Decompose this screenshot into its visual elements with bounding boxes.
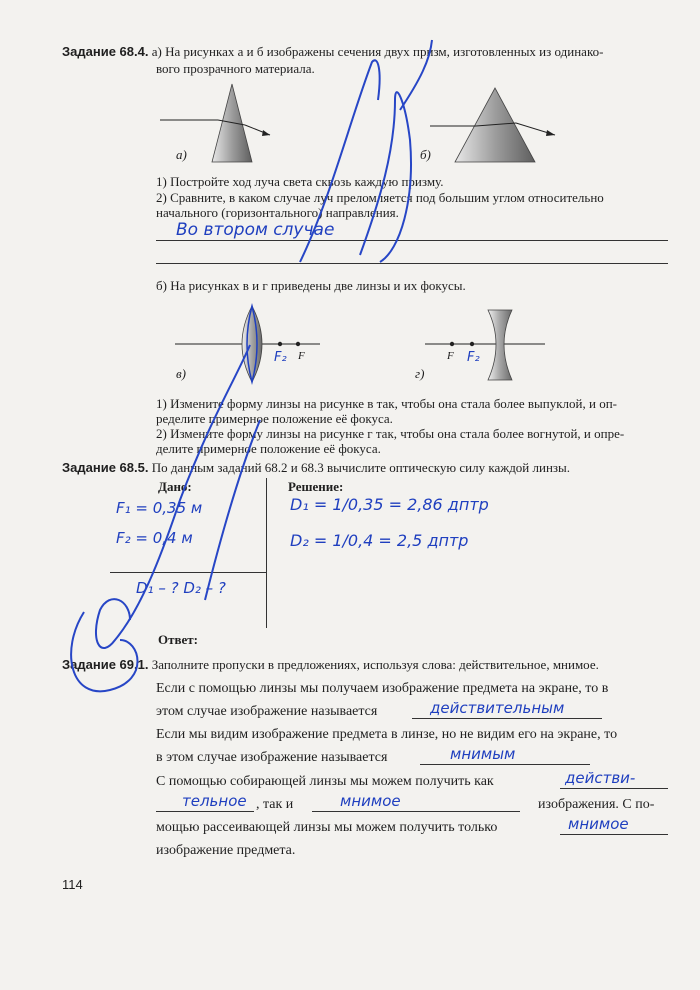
lens-g-focus-f2 (470, 342, 474, 346)
given-separator (110, 572, 266, 573)
task-68-5-text: По данным заданий 68.2 и 68.3 вычислите оптическую силу каждой линзы. (151, 460, 571, 475)
s3-blank-1a (560, 788, 668, 789)
s3-blank-1b (156, 811, 254, 812)
lens-v-focus-f2 (278, 342, 282, 346)
s3-answer-3: мнимое (568, 815, 629, 833)
task-69-1-label: Задание 69.1. (62, 657, 149, 672)
s3-line-2-post: изображения. С по- (538, 797, 655, 812)
given-f2: F₂ = 0,4 м (116, 529, 193, 547)
lens-figures (170, 300, 550, 390)
s1-answer: действительным (430, 699, 565, 717)
s3-mid: , так и (256, 797, 294, 812)
task-68-4-header (62, 44, 603, 60)
s1-line-1: Если с помощью линзы мы получаем изображение предмета на экране, то в (156, 681, 609, 696)
task-68-4-intro-1: а) На рисунках а и б изображены сечения двух призм, изготовленных из одинако- (151, 44, 604, 59)
task-68-4-intro-2: вого прозрачного материала. (156, 61, 315, 76)
scribble-stroke-5 (71, 612, 137, 691)
solution-header: Решение: (288, 479, 344, 494)
s2-blank (420, 764, 590, 765)
s3-answer-1b: тельное (182, 792, 247, 810)
given-header: Дано: (158, 479, 192, 494)
handwritten-answer: Во втором случае (176, 220, 335, 240)
page-number: 114 (62, 877, 83, 892)
convex-lens (242, 306, 262, 382)
prism-a-label: а) (176, 147, 187, 162)
part-b-q1-line-1: 1) Измените форму линзы на рисунке в так, чтобы она стала более выпуклой, и оп- (156, 396, 617, 411)
s2-line-1: Если мы видим изображение предмета в линзе, но не видим его на экране, то (156, 727, 618, 742)
s3-blank-3 (560, 834, 668, 835)
answer-line-1 (156, 240, 668, 241)
s3-line-1: С помощью собирающей линзы мы можем получить как (156, 774, 494, 789)
prism-b-label: б) (420, 147, 431, 162)
question-1: 1) Постройте ход луча света сквозь каждую призму. (156, 174, 444, 189)
task-68-4-label: Задание 68.4. (62, 44, 149, 59)
given-f1: F₁ = 0,35 м (116, 499, 203, 517)
question-2-line-2: начального (горизонтального) направления. (156, 205, 399, 220)
lens-v-label: в) (176, 366, 186, 381)
part-b-q2-line-1: 2) Измените форму линзы на рисунке г так, чтобы она стала более вогнутой, и опре- (156, 426, 625, 441)
lens-v-f2-label: F₂ (274, 350, 287, 365)
lens-g-f2-label: F₂ (467, 350, 480, 365)
task-68-5-header (62, 460, 570, 476)
part-b-q2-line-2: делите примерное положение её фокуса. (156, 441, 381, 456)
lens-g-focus-f (450, 342, 454, 346)
lens-g-f-label: F (447, 350, 454, 362)
task-69-1-header (62, 657, 599, 673)
answer-line-2 (156, 263, 668, 264)
part-b-q1-line-2: ределите примерное положение её фокуса. (156, 411, 393, 426)
s1-blank (412, 718, 602, 719)
concave-lens (488, 310, 512, 380)
lens-v-focus-f (296, 342, 300, 346)
task-68-5-label: Задание 68.5. (62, 460, 149, 475)
solution-d2: D₂ = 1/0,4 = 2,5 дптр (290, 531, 469, 550)
prism-figures (150, 80, 570, 170)
given-find: D₁ – ? D₂ – ? (136, 579, 226, 597)
given-divider (266, 478, 267, 628)
lens-g-label: г) (415, 366, 425, 381)
answer-label: Ответ: (158, 632, 199, 647)
task-69-1-text: Заполните пропуски в предложениях, используя слова: действительное, мнимое. (151, 657, 599, 672)
scribble-stroke-4 (96, 345, 250, 648)
s3-answer-2: мнимое (340, 792, 401, 810)
s3-line-4: изображение предмета. (156, 843, 296, 858)
question-2-line-1: 2) Сравните, в каком случае луч преломляется под большим углом относительно (156, 190, 604, 205)
s2-answer: мнимым (450, 745, 516, 763)
s3-line-3: мощью рассеивающей линзы мы можем получить только (156, 820, 498, 835)
s3-blank-2 (312, 811, 520, 812)
part-b-intro: б) На рисунках в и г приведены две линзы и их фокусы. (156, 278, 466, 293)
s3-answer-1a: действи- (565, 769, 636, 787)
s1-line-2: этом случае изображение называется (156, 704, 378, 719)
lens-v-f-label: F (298, 350, 305, 362)
solution-d1: D₁ = 1/0,35 = 2,86 дптр (290, 495, 489, 514)
s2-line-2: в этом случае изображение называется (156, 750, 388, 765)
